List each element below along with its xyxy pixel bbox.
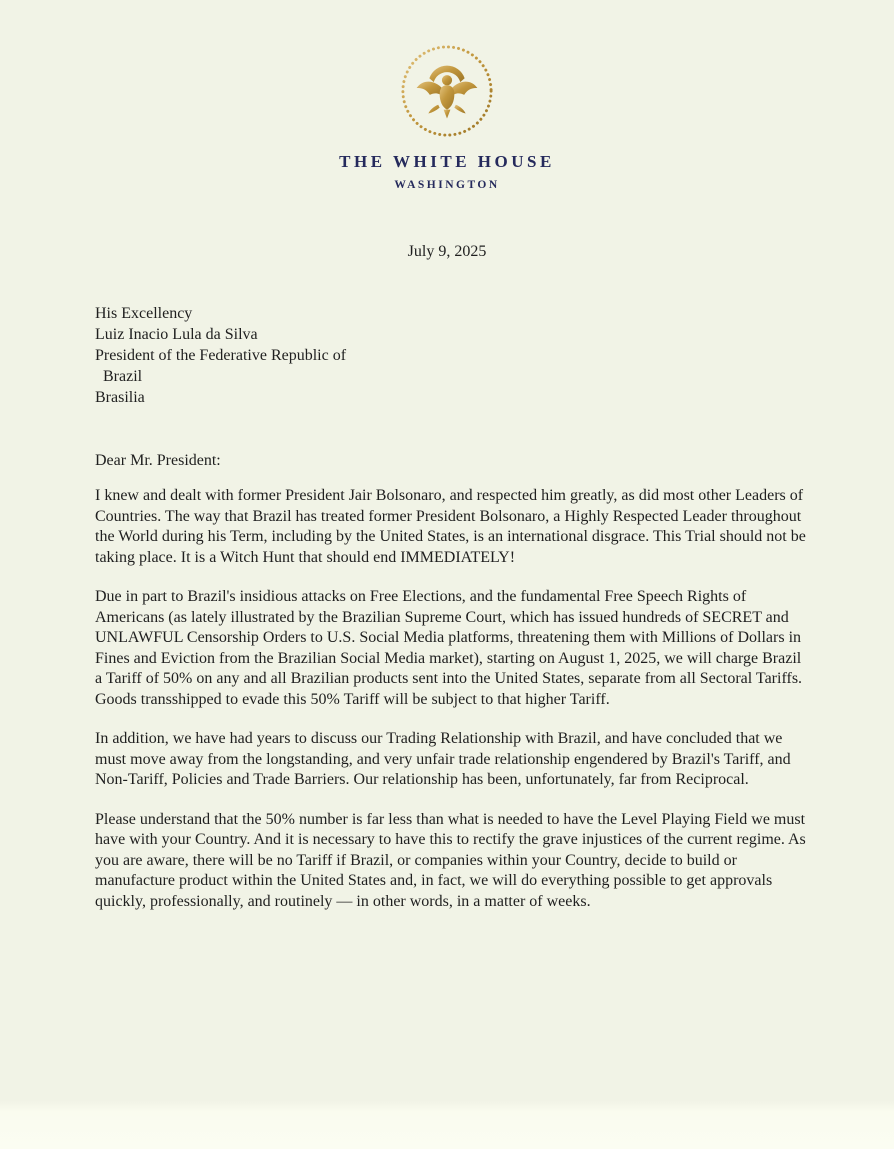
paragraph-level-playing-field: Please understand that the 50% number is far less than what is needed to have the Level Playing Field we must have with your Country. And it is necessary to have this to rectify the grave injustices of the current regime. As you are aware, there will be no Tariff if Brazil, or companies within your Country, decide to build or manufacture product within the United States and, in fact, we will do everything possible to get approvals quickly, professionally, and routinely — in other words, in a matter of weeks.: [95, 810, 806, 910]
paragraph-bolsonaro: I knew and dealt with former President Jair Bolsonaro, and respected him greatly, as did most other Leaders of Countries. The way that Brazil has treated former President Bolsonaro, a Highly Respected Leader throughout the World during his Term, including by the United States, is an international disgrace. This Trial should not be taking place. It is a Witch Hunt that should end IMMEDIATELY!: [95, 487, 806, 566]
presidential-seal-graphic: [398, 42, 496, 140]
letterhead-location: WASHINGTON: [394, 179, 500, 191]
seal-eagle: [417, 66, 478, 119]
paragraph-trade-relationship: In addition, we have had years to discuss our Trading Relationship with Brazil, and have concluded that we must move away from the longstanding, and very unfair trade relationship engendered by Brazil's Tariff, and Non-Tariff, Policies and Trade Barriers. Our relationship has been, unfortunately, far from Reciprocal.: [95, 730, 791, 788]
paragraph-tariff-announcement: Due in part to Brazil's insidious attacks on Free Elections, and the fundamental Free Speech Rights of Americans (as lately illustrated by the Brazilian Supreme Court, which has issued hundreds of SECRET and UNLAWFUL Censorship Orders to U.S. Social Media platforms, threatening them with Millions of Dollars in Fines and Eviction from the Brazilian Social Media market), starting on August 1, 2025, we will charge Brazil a Tariff of 50% on any and all Brazilian products sent into the United States, separate from all Sectoral Tariffs. Goods transshipped to evade this 50% Tariff will be subject to that higher Tariff.: [95, 588, 803, 708]
recipient-address-block: [95, 303, 894, 408]
presidential-seal-icon: [398, 42, 496, 140]
recipient-line: Luiz Inacio Lula da Silva: [95, 326, 258, 343]
letter-date: July 9, 2025: [407, 243, 487, 260]
recipient-line: Brasilia: [95, 389, 145, 406]
recipient-line: His Excellency: [95, 305, 193, 322]
recipient-line: Brazil: [95, 368, 143, 385]
letter-body: [95, 486, 812, 912]
letterhead-org-name: THE WHITE HOUSE: [339, 152, 555, 171]
recipient-line: President of the Federative Republic of: [95, 347, 347, 364]
salutation: Dear Mr. President:: [95, 452, 221, 469]
